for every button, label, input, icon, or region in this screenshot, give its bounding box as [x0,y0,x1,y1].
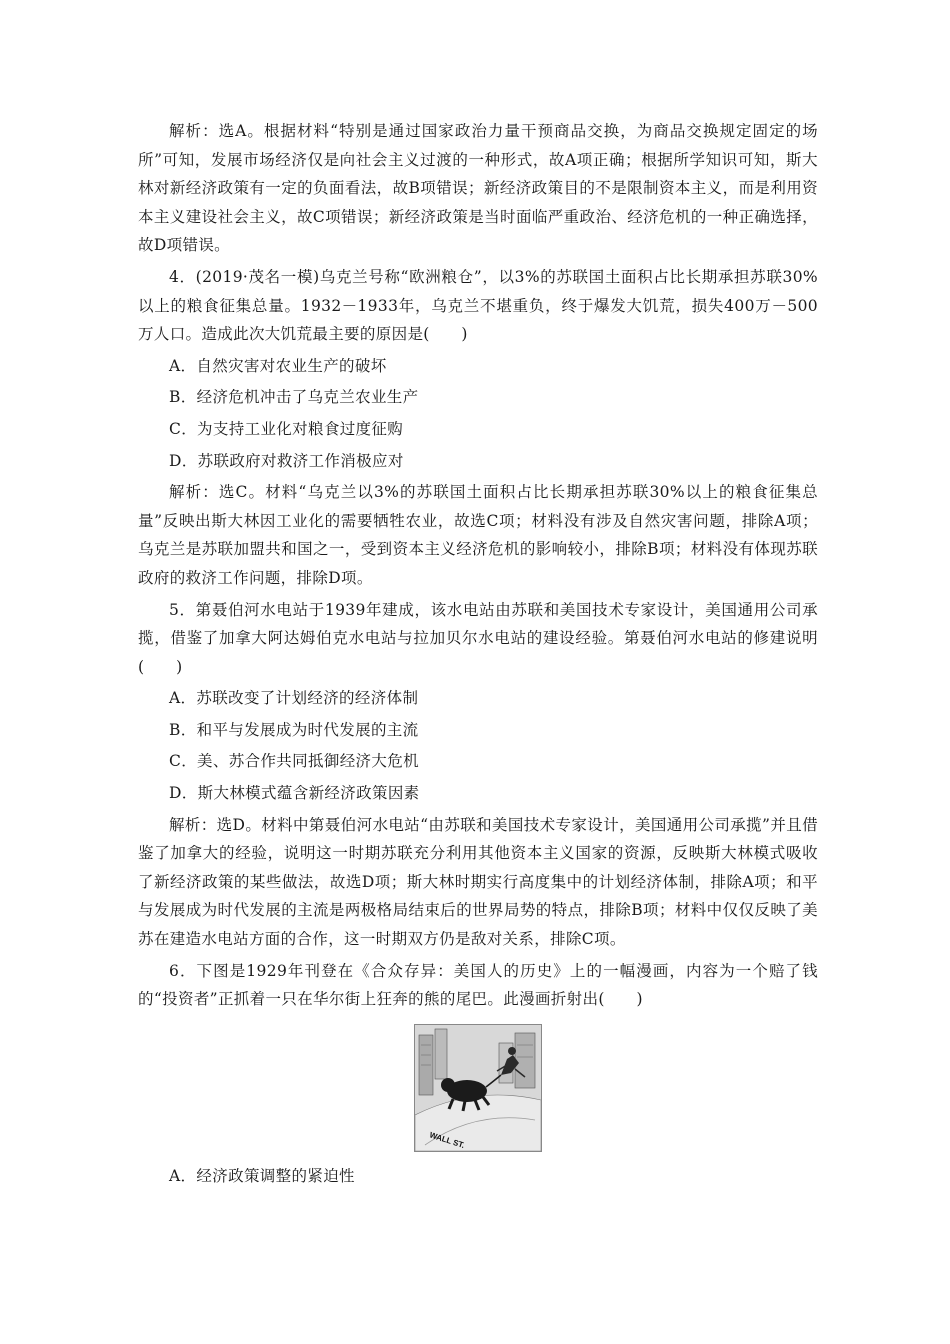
q5-stem: 5．第聂伯河水电站于1939年建成，该水电站由苏联和美国技术专家设计，美国通用公司承揽，借鉴了加拿大阿达姆伯克水电站与拉加贝尔水电站的建设经验。第聂伯河水电站的修建说明( ) [138,600,818,676]
q6-stem: 6．下图是1929年刊登在《合众存异：美国人的历史》上的一幅漫画，内容为一个赔了钱的“投资者”正抓着一只在华尔街上狂奔的熊的尾巴。此漫画折射出( ) [138,961,818,1009]
q5-option-c: C．美、苏合作共同抵御经济大危机 [169,752,419,771]
q3-analysis: 解析：选A。根据材料“特别是通过国家政治力量干预商品交换，为商品交换规定固定的场所”可知，发展市场经济仅是向社会主义过渡的一种形式，故A项正确；根据所学知识可知，斯大林对新经济政策有一定的负面看法，故B项错误；新经济政策目的不是限制资本主义，而是利用资本主义建设社会主义，故C项错误；新经济政策是当时面临严重政治、经济危机的一种正确选择，故D项错误。 [138,122,818,255]
q4-option-a: A．自然灾害对农业生产的破坏 [169,356,387,375]
q5-analysis: 解析：选D。材料中第聂伯河水电站“由苏联和美国技术专家设计，美国通用公司承揽”并且借鉴了加拿大的经验，说明这一时期苏联充分利用其他资本主义国家的资源，反映斯大林模式吸收了新经济政策的某些做法，故选D项；斯大林时期实行高度集中的计划经济体制，排除A项；和平与发展成为时代发展的主流是两极格局结束后的世界局势的特点，排除B项；材料中仅仅反映了美苏在建造水电站方面的合作，这一时期双方仍是敌对关系，排除C项。 [138,815,818,949]
wall-street-sign: WALL ST. [428,1130,466,1150]
document-page [138,117,818,1193]
q5-option-a: A．苏联改变了计划经济的经济体制 [169,689,419,708]
q4-option-b: B．经济危机冲击了乌克兰农业生产 [169,388,419,407]
q4-option-c: C．为支持工业化对粮食过度征购 [169,419,404,438]
q4-analysis: 解析：选C。材料“乌克兰以3%的苏联国土面积占比长期承担苏联30%以上的粮食征集总量”反映出斯大林因工业化的需要牺牲农业，故选C项；材料没有涉及自然灾害问题，排除A项；乌克兰是苏联加盟共和国之一，受到资本主义经济危机的影响较小，排除B项；材料没有体现苏联政府的救济工作问题，排除D项。 [138,483,818,587]
q4-option-d: D．苏联政府对救济工作消极应对 [169,451,404,470]
q5-option-b: B．和平与发展成为时代发展的主流 [169,720,419,739]
q6-option-a: A．经济政策调整的紧迫性 [169,1166,355,1185]
q4-stem: 4．(2019·茂名一模)乌克兰号称“欧洲粮仓”，以3%的苏联国土面积占比长期承担苏联30%以上的粮食征集总量。1932－1933年，乌克兰不堪重负，终于爆发大饥荒，损失400万－500万人口。造成此次大饥荒最主要的原因是( ) [138,267,818,344]
q5-option-d: D．斯大林模式蕴含新经济政策因素 [169,784,420,803]
bear-cartoon-image [414,1024,542,1152]
